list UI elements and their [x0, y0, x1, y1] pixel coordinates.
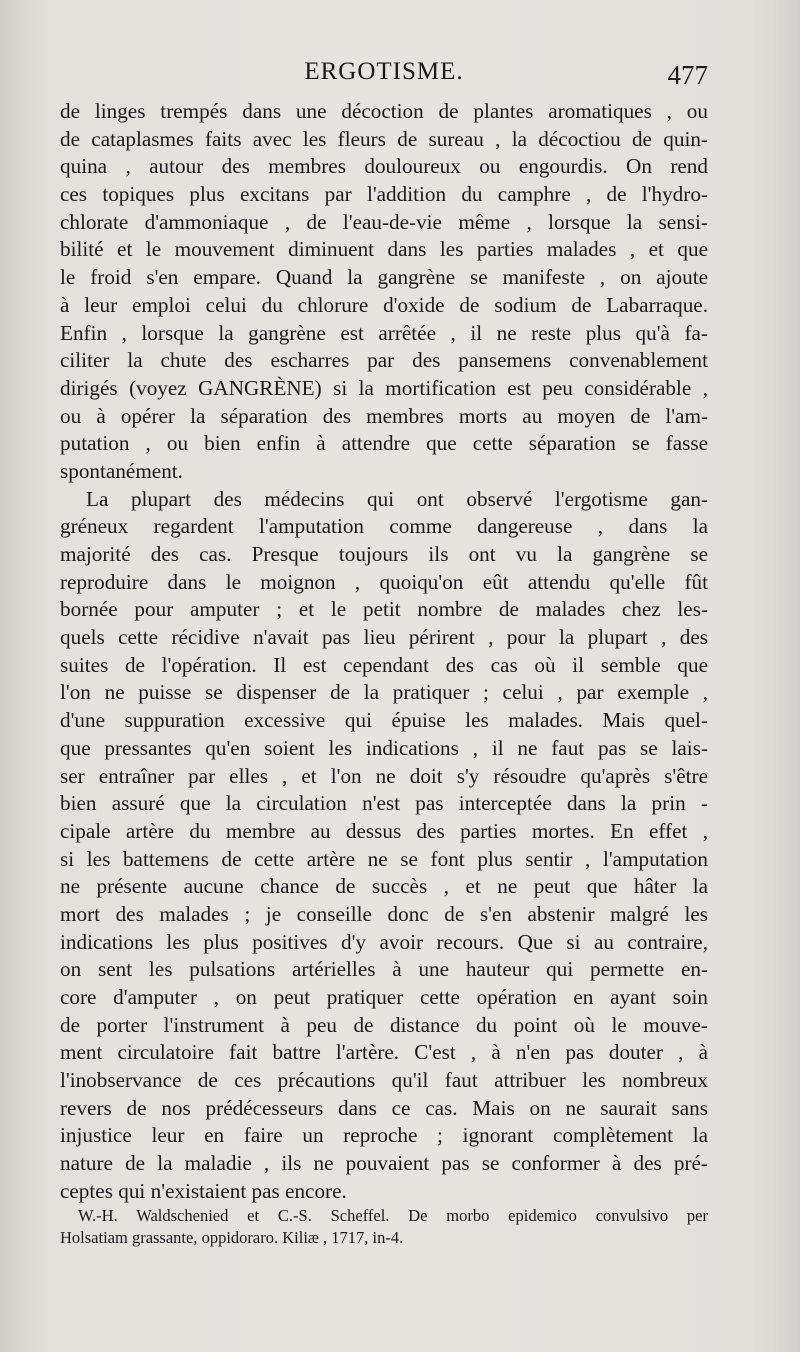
text-line: l'on ne puisse se dispenser de la pratiquer ; celui , par exemple , — [60, 680, 708, 705]
text-line: chlorate d'ammoniaque , de l'eau-de-vie même , lorsque la sensi- — [60, 209, 708, 234]
text-line: quels cette récidive n'avait pas lieu périrent , pour la plupart , des — [60, 625, 708, 650]
text-line: dirigés (voyez GANGRÈNE) si la mortification est peu considérable , — [60, 375, 708, 400]
footnote-line: W.-H. Waldschenied et C.-S. Scheffel. De morbo epidemico convulsivo per — [78, 1206, 708, 1225]
text-line: ne présente aucune chance de succès , et ne peut que hâter la — [60, 874, 708, 899]
text-line: reproduire dans le moignon , quoiqu'on eût attendu qu'elle fût — [60, 569, 708, 594]
text-line: La plupart des médecins qui ont observé l'ergotisme gan- — [86, 486, 708, 511]
text-line: à leur emploi celui du chlorure d'oxide de sodium de Labarraque. — [60, 292, 708, 317]
text-line: de porter l'instrument à peu de distance du point où le mouve- — [60, 1012, 708, 1037]
text-line: on sent les pulsations artérielles à une hauteur qui permette en- — [60, 957, 708, 982]
text-line: injustice leur en faire un reproche ; ignorant complètement la — [60, 1123, 708, 1148]
text-line: bilité et le mouvement diminuent dans les parties malades , et que — [60, 237, 708, 262]
text-line: majorité des cas. Presque toujours ils ont vu la gangrène se — [60, 542, 708, 566]
text-line: suites de l'opération. Il est cependant des cas où il semble que — [60, 652, 708, 677]
text-line: putation , ou bien enfin à attendre que cette séparation se fasse — [60, 431, 708, 456]
text-line: de linges trempés dans une décoction de plantes aromatiques , ou — [60, 99, 708, 123]
text-line: que pressantes qu'en soient les indications , il ne faut pas se lais- — [60, 735, 708, 760]
text-line: nature de la maladie , ils ne pouvaient pas se conformer à des pré- — [60, 1151, 708, 1176]
running-title: ERGOTISME. — [304, 58, 464, 85]
text-line: gréneux regardent l'amputation comme dangereuse , dans la — [60, 514, 708, 539]
text-line: core d'amputer , on peut pratiquer cette opération en ayant soin — [60, 985, 708, 1009]
footnote-line: Holsatiam grassante, oppidoraro. Kiliæ , 1717, in-4. — [60, 1228, 404, 1247]
text-line: bien assuré que la circulation n'est pas interceptée dans la prin - — [60, 791, 708, 816]
text-line: ciliter la chute des escharres par des pansemens convenablement — [60, 348, 708, 373]
text-line: ceptes qui n'existaient pas encore. — [60, 1178, 347, 1203]
body-text — [60, 98, 708, 1206]
text-line: ou à opérer la séparation des membres morts au moyen de l'am- — [60, 403, 708, 428]
running-head — [60, 58, 708, 94]
text-line: cipale artère du membre au dessus des parties mortes. En effet , — [60, 818, 708, 843]
text-line: l'inobservance de ces précautions qu'il faut attribuer les nombreux — [60, 1068, 708, 1093]
page-number: 477 — [667, 60, 708, 90]
text-line: Enfin , lorsque la gangrène est arrêtée , il ne reste plus qu'à fa- — [60, 320, 708, 345]
text-line: spontanément. — [60, 458, 183, 483]
text-line: ces topiques plus excitans par l'addition du camphre , de l'hydro- — [60, 182, 708, 207]
text-line: ser entraîner par elles , et l'on ne doit s'y résoudre qu'après s'être — [60, 763, 708, 788]
text-line: mort des malades ; je conseille donc de s'en abstenir malgré les — [60, 901, 708, 926]
text-line: revers de nos prédécesseurs dans ce cas. Mais on ne saurait sans — [60, 1095, 708, 1120]
text-line: indications les plus positives d'y avoir recours. Que si au contraire, — [60, 929, 708, 954]
text-line: d'une suppuration excessive qui épuise les malades. Mais quel- — [60, 708, 708, 733]
text-line: ment circulatoire fait battre l'artère. C'est , à n'en pas douter , à — [60, 1040, 708, 1065]
text-line: de cataplasmes faits avec les fleurs de sureau , la décoctiou de quin- — [60, 126, 708, 151]
text-line: quina , autour des membres douloureux ou engourdis. On rend — [60, 154, 708, 179]
text-line: bornée pour amputer ; et le petit nombre de malades chez les- — [60, 597, 708, 622]
text-line: si les battemens de cette artère ne se font plus sentir , l'amputation — [60, 846, 708, 871]
footnote — [60, 1205, 708, 1249]
text-line: le froid s'en empare. Quand la gangrène se manifeste , on ajoute — [60, 265, 708, 290]
